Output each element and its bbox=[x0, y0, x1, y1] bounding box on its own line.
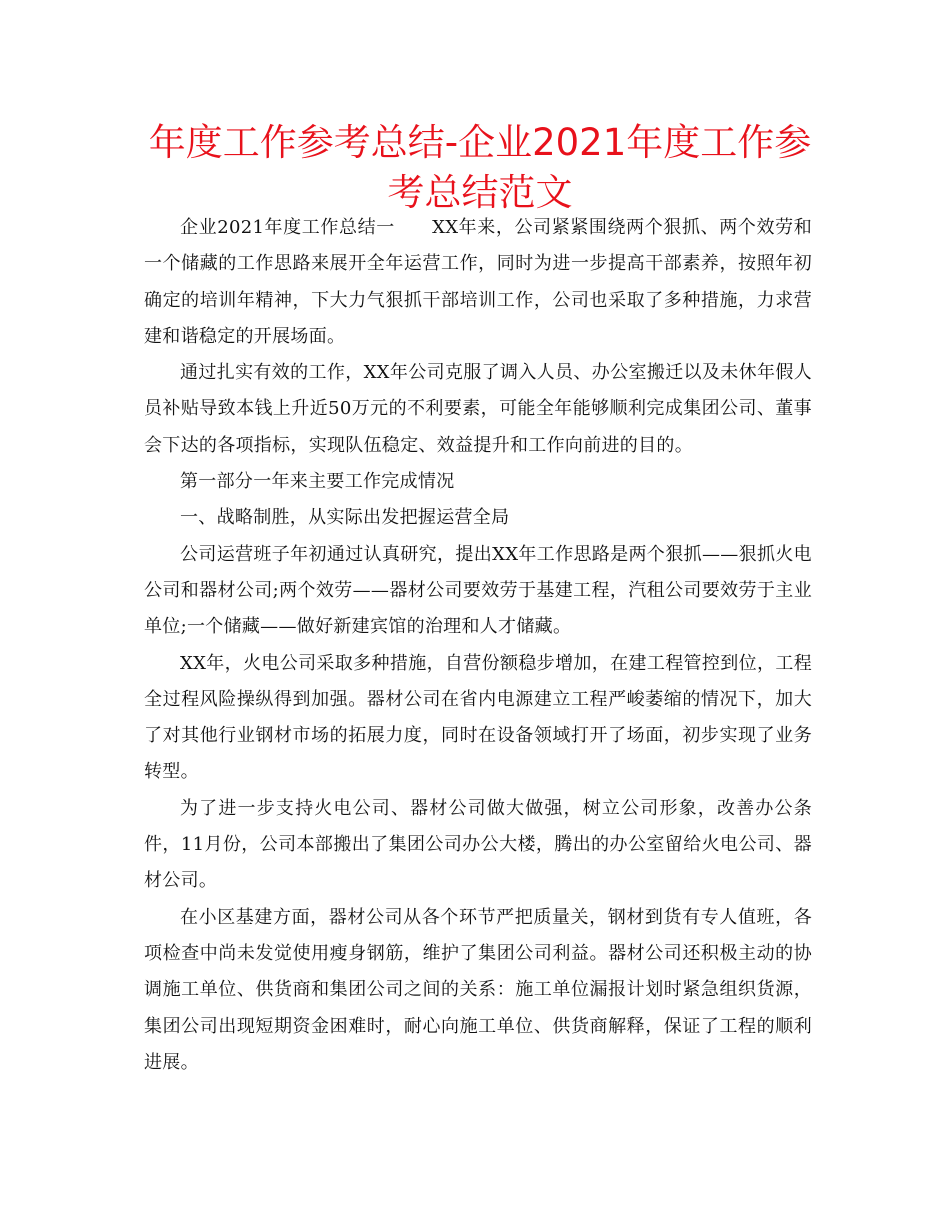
document-title: 年度工作参考总结-企业2021年度工作参考总结范文 bbox=[148, 121, 812, 214]
paragraph-relocation: 为了进一步支持火电公司、器材公司做大做强，树立公司形象，改善办公条件，11月份，公司本部搬出了集团公司办公大楼，腾出的办公室留给火电公司、器材公司。 bbox=[144, 797, 812, 892]
paragraph-results: 通过扎实有效的工作，XX年公司克服了调入人员、办公室搬迁以及未休年假人员补贴导致本钱上升近50万元的不利要素，可能全年能够顺利完成集团公司、董事会下达的各项指标，实现队伍稳定、效益提升和工作向前进的目的。 bbox=[144, 362, 812, 456]
paragraph-work-plan: 公司运营班子年初通过认真研究，提出XX年工作思路是两个狠抓——狠抓火电公司和器材公司;两个效劳——器材公司要效劳于基建工程，汽租公司要效劳于主业单位;一个储藏——做好新建宾馆的治理和人才储藏。 bbox=[144, 543, 812, 638]
paragraph-companies: XX年，火电公司采取多种措施，自营份额稳步增加，在建工程管控到位，工程全过程风险操纵得到加强。器材公司在省内电源建立工程严峻萎缩的情况下，加大了对其他行业钢材市场的拓展力度，同时在设备领域打开了场面，初步实现了业务转型。 bbox=[144, 652, 812, 783]
paragraph-intro: 企业2021年度工作总结一 XX年来，公司紧紧围绕两个狠抓、两个效劳和一个储藏的工作思路来展开全年运营工作，同时为进一步提高干部素养，按照年初确定的培训年精神，下大力气狠抓干部培训工作，公司也采取了多种措施，力求营建和谐稳定的开展场面。 bbox=[144, 217, 812, 347]
section-heading-part-one: 第一部分一年来主要工作完成情况 bbox=[180, 471, 455, 493]
paragraph-construction: 在小区基建方面，器材公司从各个环节严把质量关，钢材到货有专人值班，各项检查中尚未发觉使用瘦身钢筋，维护了集团公司利益。器材公司还积极主动的协调施工单位、供货商和集团公司之间的关系：施工单位漏报计划时紧急组织货源，集团公司出现短期资金困难时，耐心向施工单位、供货商解释，保证了工程的顺利进展。 bbox=[144, 906, 812, 1073]
document-body bbox=[144, 210, 812, 1081]
subsection-heading-strategy: 一、战略制胜，从实际出发把握运营全局 bbox=[180, 507, 510, 529]
